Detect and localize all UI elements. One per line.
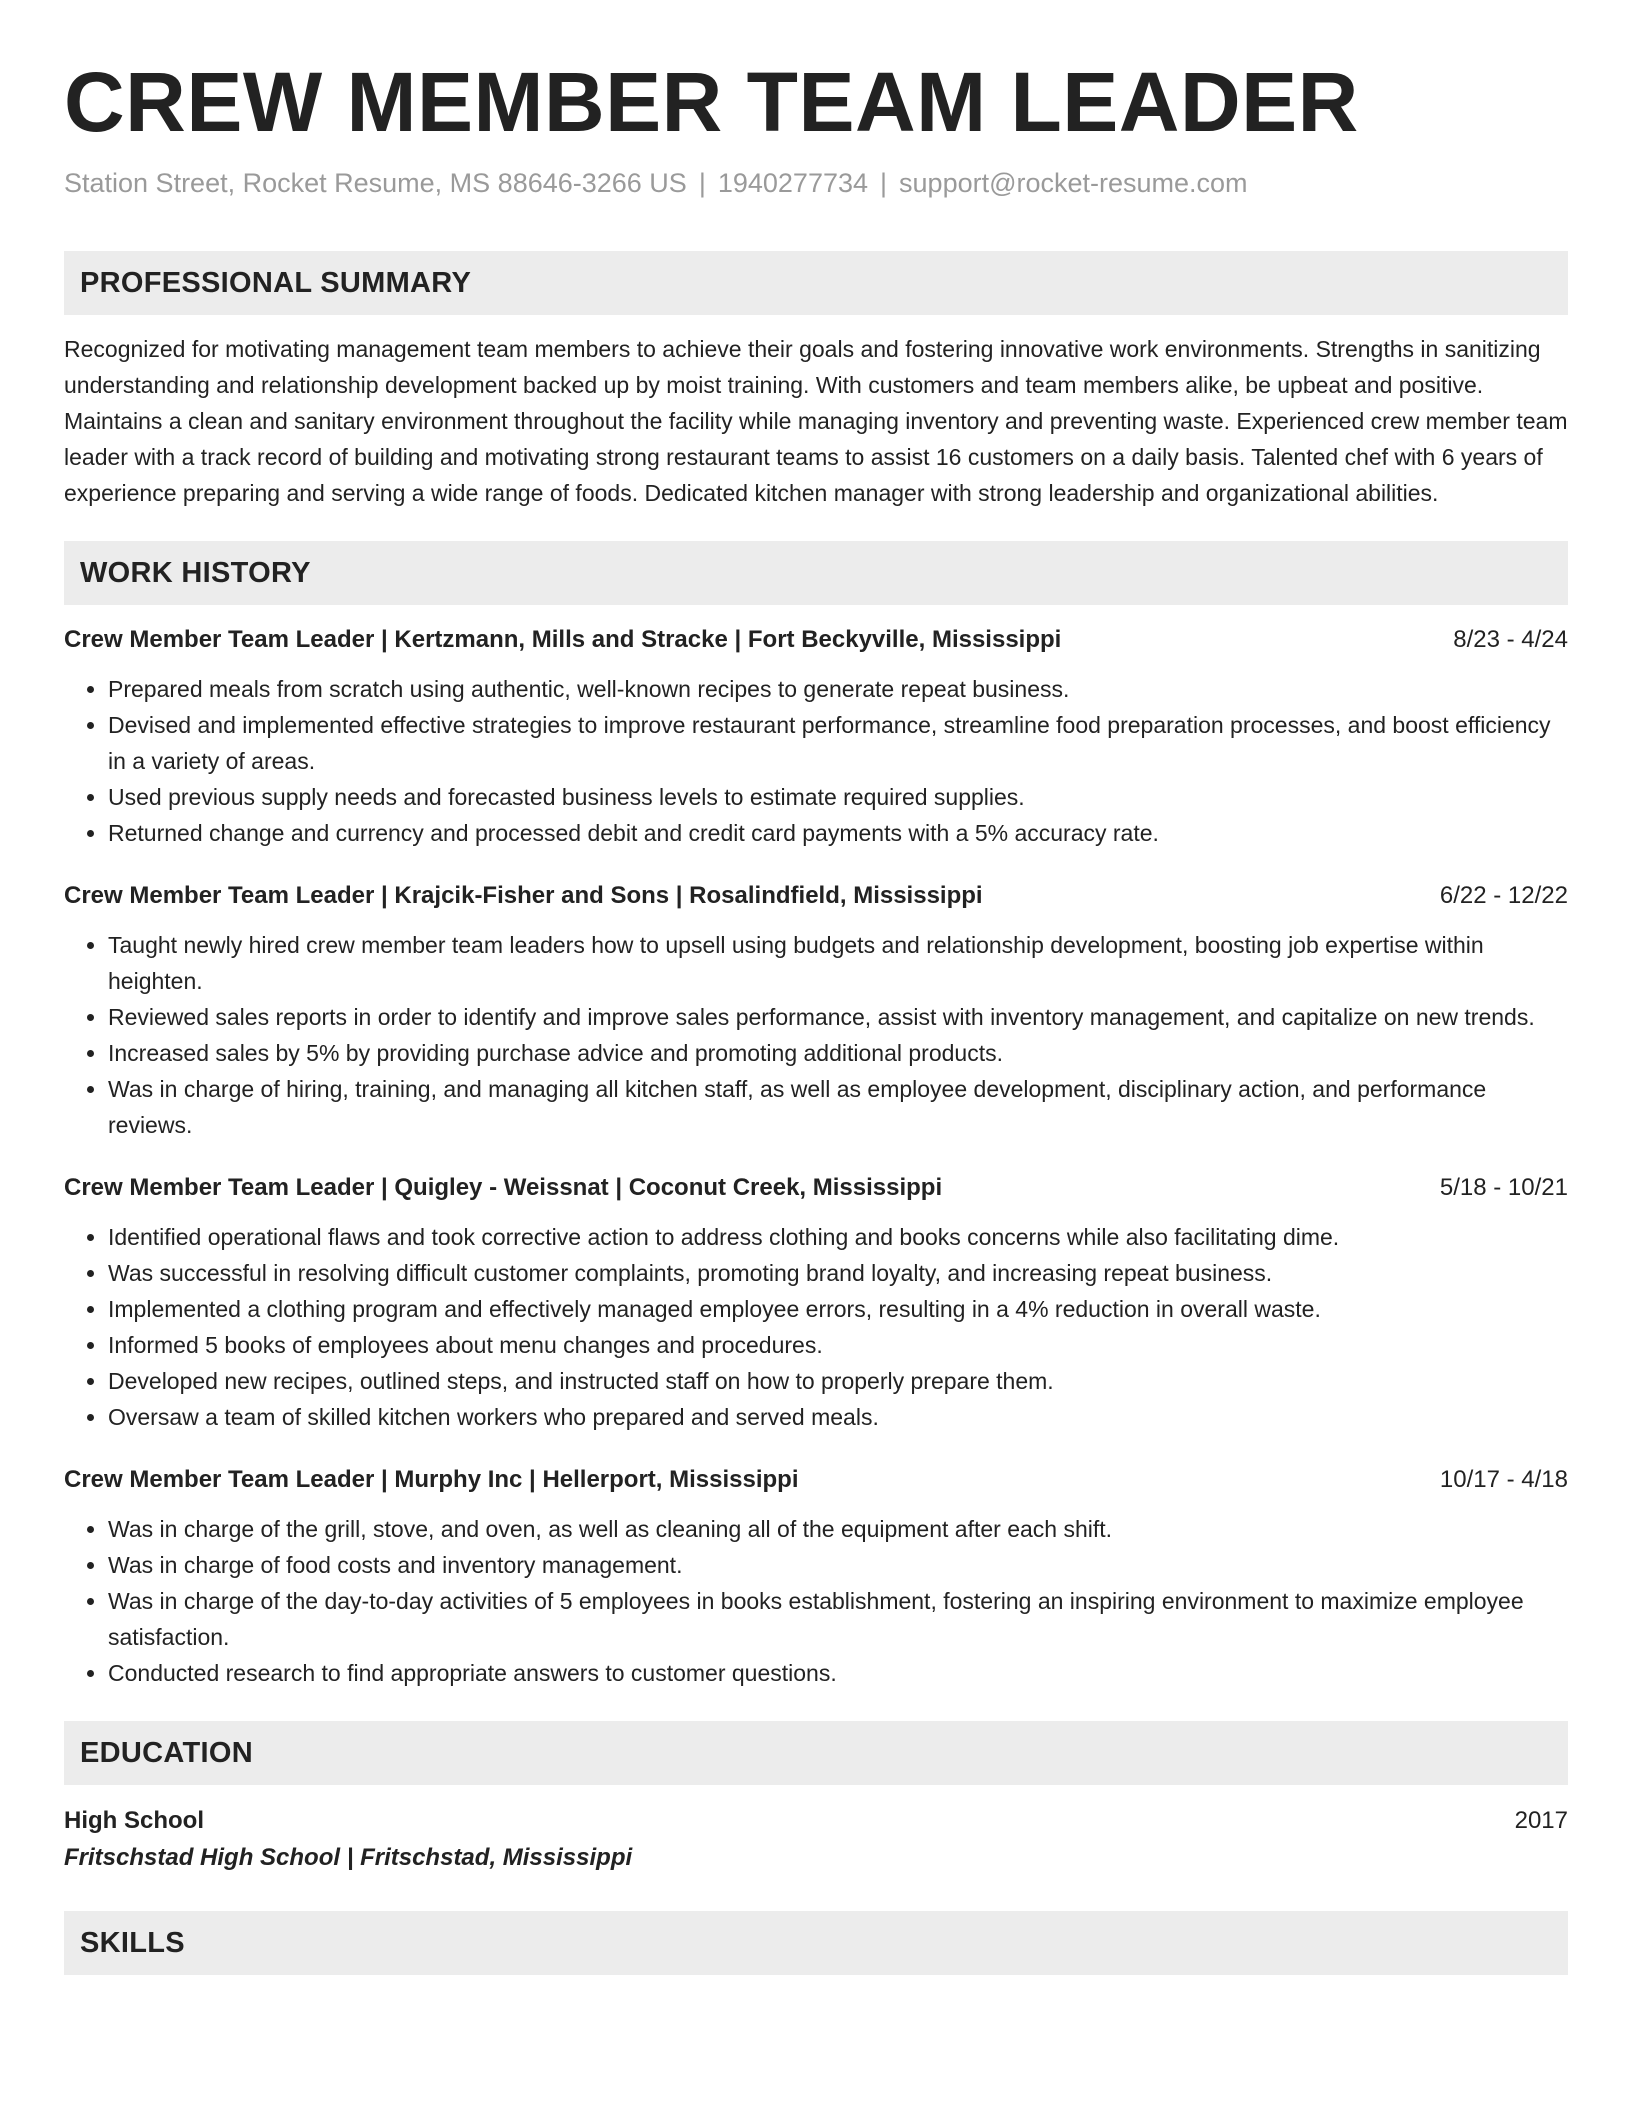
job-bullet: • Implemented a clothing program and effectively managed employee errors, resulting in a 4% reduction in overall waste. bbox=[108, 1291, 1568, 1327]
job-entry bbox=[64, 879, 1568, 1143]
contact-address: Station Street, Rocket Resume, MS 88646-3266 US bbox=[64, 168, 687, 199]
job-bullet: • Used previous supply needs and forecasted business levels to estimate required supplies. bbox=[108, 779, 1568, 815]
candidate-name: CREW MEMBER TEAM LEADER bbox=[64, 55, 1359, 149]
education-year: 2017 bbox=[1514, 1807, 1568, 1835]
job-bullet: • Increased sales by 5% by providing purchase advice and promoting additional products. bbox=[108, 1035, 1568, 1071]
job-bullet: • Was in charge of the day-to-day activities of 5 employees in books establishment, fostering an inspiring environment to maximize employee satisfaction. bbox=[108, 1583, 1568, 1655]
job-entry bbox=[64, 1463, 1568, 1691]
section-header-skills: SKILLS bbox=[64, 1911, 1568, 1975]
section-header-summary: PROFESSIONAL SUMMARY bbox=[64, 251, 1568, 315]
summary-text: Recognized for motivating management team members to achieve their goals and fostering innovative work environments. Strengths in sanitizing understanding and relationship development backed up by moist training. With customers and team members alike, be upbeat and positive. Maintains a clean and sanitary environment throughout the facility while managing inventory and preventing waste. Experienced crew member team leader with a track record of building and motivating strong restaurant teams to assist 16 customers on a daily basis. Talented chef with 6 years of experience preparing and serving a wide range of foods. Dedicated kitchen manager with strong leadership and organizational abilities. bbox=[64, 336, 1568, 507]
job-date: 5/18 - 10/21 bbox=[1439, 1174, 1568, 1202]
job-header bbox=[64, 1171, 1568, 1205]
job-bullet: • Oversaw a team of skilled kitchen workers who prepared and served meals. bbox=[108, 1399, 1568, 1435]
education-school: Fritschstad High School | Fritschstad, Mississippi bbox=[64, 1844, 633, 1872]
job-header bbox=[64, 623, 1568, 657]
job-bullet: • Conducted research to find appropriate answers to customer questions. bbox=[108, 1655, 1568, 1691]
contact-email: support@rocket-resume.com bbox=[899, 168, 1248, 199]
contact-line bbox=[64, 166, 1568, 201]
job-entry bbox=[64, 623, 1568, 851]
job-bullet: • Was in charge of the grill, stove, and oven, as well as cleaning all of the equipment after each shift. bbox=[108, 1511, 1568, 1547]
job-bullet: • Was in charge of food costs and inventory management. bbox=[108, 1547, 1568, 1583]
job-bullet: • Devised and implemented effective strategies to improve restaurant performance, streamline food preparation processes, and boost efficiency in a variety of areas. bbox=[108, 707, 1568, 779]
job-bullet: • Developed new recipes, outlined steps, and instructed staff on how to properly prepare them. bbox=[108, 1363, 1568, 1399]
section-header-work-history: WORK HISTORY bbox=[64, 541, 1568, 605]
job-bullets bbox=[64, 671, 1568, 851]
education-header bbox=[64, 1803, 1568, 1839]
job-title: Crew Member Team Leader | Krajcik-Fisher and Sons | Rosalindfield, Mississippi bbox=[64, 882, 983, 910]
education-entry bbox=[64, 1803, 1568, 1877]
job-bullet: • Informed 5 books of employees about menu changes and procedures. bbox=[108, 1327, 1568, 1363]
job-bullets bbox=[64, 1511, 1568, 1691]
job-date: 8/23 - 4/24 bbox=[1453, 626, 1568, 654]
contact-separator: | bbox=[880, 168, 888, 199]
job-entry bbox=[64, 1171, 1568, 1435]
section-header-education: EDUCATION bbox=[64, 1721, 1568, 1785]
job-bullets bbox=[64, 927, 1568, 1143]
job-title: Crew Member Team Leader | Murphy Inc | Hellerport, Mississippi bbox=[64, 1466, 799, 1494]
job-date: 10/17 - 4/18 bbox=[1439, 1466, 1568, 1494]
job-header bbox=[64, 1463, 1568, 1497]
education-degree: High School bbox=[64, 1807, 204, 1835]
job-bullet: • Prepared meals from scratch using authentic, well-known recipes to generate repeat business. bbox=[108, 671, 1568, 707]
job-title: Crew Member Team Leader | Quigley - Weissnat | Coconut Creek, Mississippi bbox=[64, 1174, 943, 1202]
job-header bbox=[64, 879, 1568, 913]
contact-phone: 1940277734 bbox=[717, 168, 869, 199]
job-bullet: • Identified operational flaws and took corrective action to address clothing and books concerns while also facilitating dime. bbox=[108, 1219, 1568, 1255]
job-bullet: • Was in charge of hiring, training, and managing all kitchen staff, as well as employee development, disciplinary action, and performance reviews. bbox=[108, 1071, 1568, 1143]
job-title: Crew Member Team Leader | Kertzmann, Mills and Stracke | Fort Beckyville, Mississippi bbox=[64, 626, 1062, 654]
job-bullet: • Reviewed sales reports in order to identify and improve sales performance, assist with inventory management, and capitalize on new trends. bbox=[108, 999, 1568, 1035]
job-bullets bbox=[64, 1219, 1568, 1435]
job-date: 6/22 - 12/22 bbox=[1439, 882, 1568, 910]
job-bullet: • Was successful in resolving difficult customer complaints, promoting brand loyalty, and increasing repeat business. bbox=[108, 1255, 1568, 1291]
job-bullet: • Returned change and currency and processed debit and credit card payments with a 5% accuracy rate. bbox=[108, 815, 1568, 851]
job-bullet: • Taught newly hired crew member team leaders how to upsell using budgets and relationship development, boosting job expertise within heighten. bbox=[108, 927, 1568, 999]
contact-separator: | bbox=[698, 168, 706, 199]
